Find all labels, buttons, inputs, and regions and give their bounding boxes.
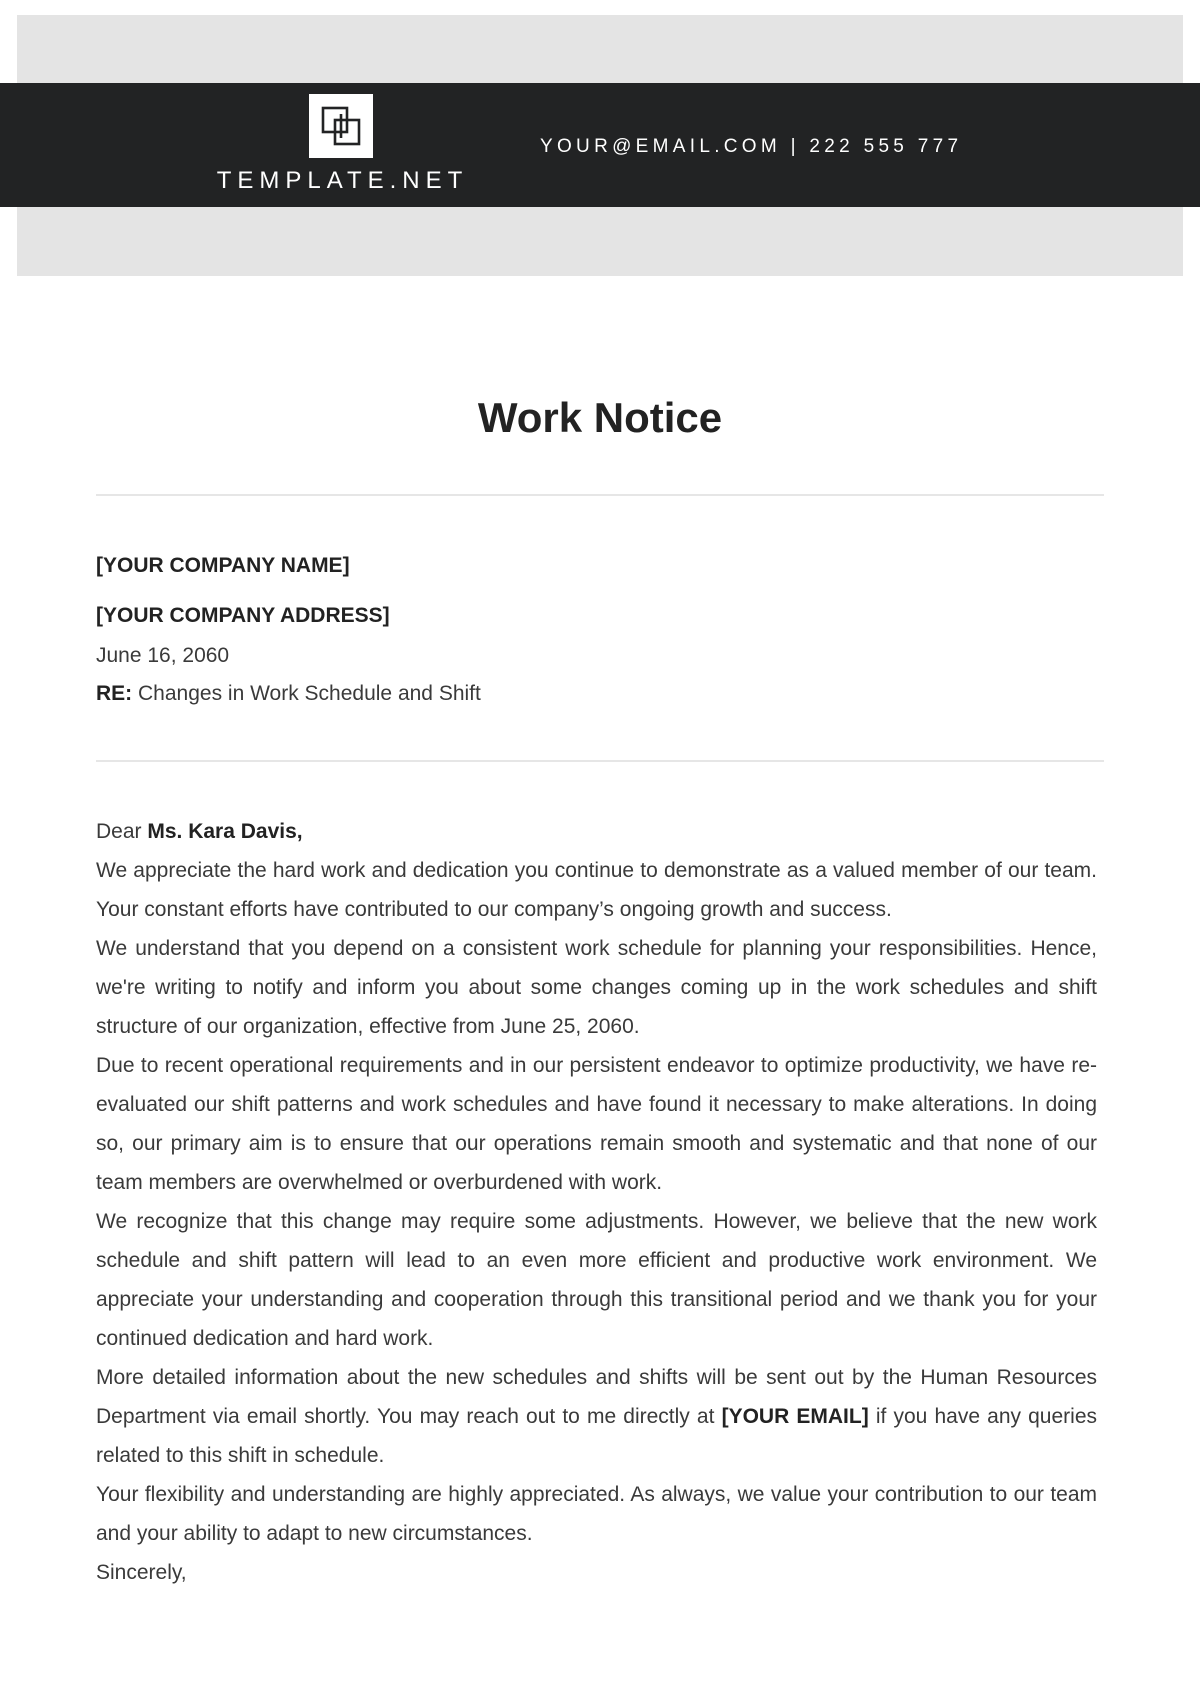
salutation-word: Dear <box>96 820 142 843</box>
subject-text: Changes in Work Schedule and Shift <box>138 682 481 705</box>
divider <box>96 760 1104 762</box>
salutation <box>96 812 1097 851</box>
company-address: [YOUR COMPANY ADDRESS] <box>96 604 390 627</box>
recipient-name: Ms. Kara Davis, <box>147 820 303 843</box>
notice-date: June 16, 2060 <box>96 644 230 667</box>
email-placeholder: [YOUR EMAIL] <box>721 1405 869 1428</box>
subject-label: RE: <box>96 682 133 705</box>
paragraph <box>96 1358 1097 1475</box>
paragraph-text: if you have any queries related to this shift in schedule. <box>96 1405 1098 1467</box>
paragraph: Due to recent operational requirements and in our persistent endeavor to optimize productivity, we have re-evaluated our shift patterns and work schedules and have found it necessary to make alterations. In doing so, our primary aim is to ensure that our operations remain smooth and systematic and that none of our team members are overwhelmed or overburdened with work. <box>96 1054 1097 1194</box>
page-title: Work Notice <box>477 394 723 441</box>
brand-name: TEMPLATE.NET <box>216 167 469 194</box>
letter-body <box>96 812 1097 1592</box>
paragraph: Your flexibility and understanding are highly appreciated. As always, we value your contribution to our team and your ability to adapt to new circumstances. <box>96 1483 1097 1545</box>
paragraph: We understand that you depend on a consistent work schedule for planning your responsibilities. Hence, we're writing to notify and inform you about some changes coming up in the work schedules and shift structure of our organization, effective from June 25, 2060. <box>96 937 1097 1038</box>
paragraph-text: More detailed information about the new schedules and shifts will be sent out by the Human Resources Department via email shortly. You may reach out to me directly at <box>96 1366 1097 1428</box>
closing: Sincerely, <box>96 1561 187 1584</box>
contact-info: YOUR@EMAIL.COM | 222 555 777 <box>540 136 963 157</box>
template-logo-icon <box>309 94 373 158</box>
paragraph: We recognize that this change may require some adjustments. However, we believe that the new work schedule and shift pattern will lead to an even more efficient and productive work environment. We appreciate your understanding and cooperation through this transitional period and we thank you for your continued dedication and hard work. <box>96 1210 1097 1350</box>
paragraph: We appreciate the hard work and dedication you continue to demonstrate as a valued member of our team. Your constant efforts have contributed to our company’s ongoing growth and success. <box>96 859 1097 921</box>
divider <box>96 494 1104 496</box>
company-name: [YOUR COMPANY NAME] <box>96 554 350 577</box>
subject-line <box>96 680 481 708</box>
